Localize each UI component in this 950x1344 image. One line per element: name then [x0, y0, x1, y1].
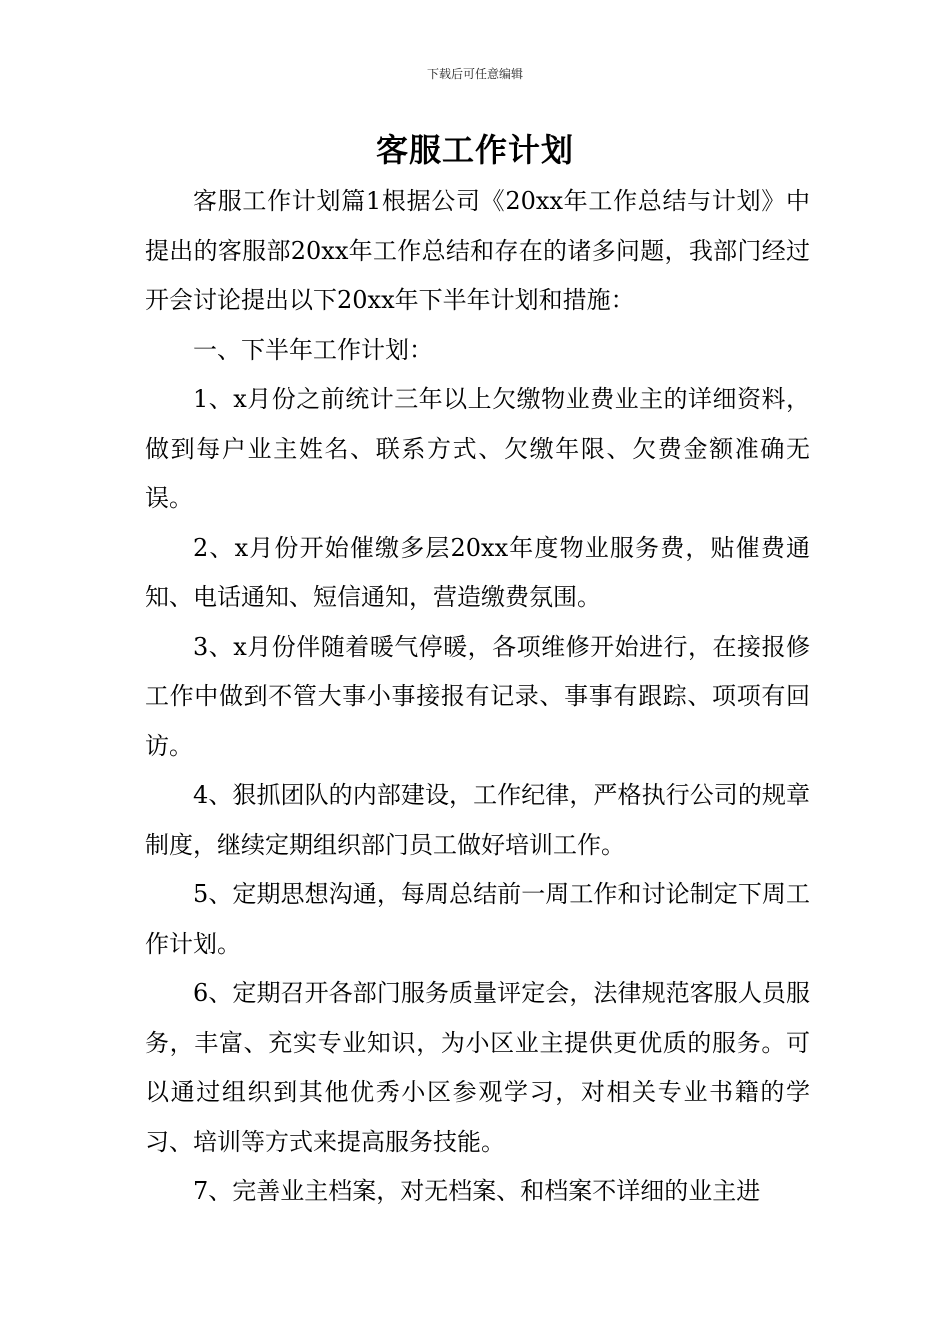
paragraph-item-3: 3、x月份伴随着暖气停暖，各项维修开始进行，在接报修工作中做到不管大事小事接报有记录、事事有跟踪、项项有回访。	[145, 632, 810, 760]
paragraph-item-1: 1、x月份之前统计三年以上欠缴物业费业主的详细资料，做到每户业主姓名、联系方式、欠缴年限、欠费金额准确无误。	[145, 385, 810, 512]
paragraph-intro: 客服工作计划篇1根据公司《20xx年工作总结与计划》中提出的客服部20xx年工作总结和存在的诸多问题，我部门经过开会讨论提出以下20xx年下半年计划和措施：	[145, 187, 810, 314]
paragraph-item-7: 7、完善业主档案，对无档案、和档案不详细的业主进	[193, 1177, 761, 1205]
header-note: 下载后可任意编辑	[426, 67, 523, 81]
paragraph-item-4: 4、狠抓团队的内部建设，工作纪律，严格执行公司的规章制度，继续定期组织部门员工做好培训工作。	[145, 781, 810, 859]
paragraph-item-6: 6、定期召开各部门服务质量评定会，法律规范客服人员服务，丰富、充实专业知识，为小区业主提供更优质的服务。可以通过组织到其他优秀小区参观学习，对相关专业书籍的学习、培训等方式来提高服务技能。	[145, 979, 810, 1156]
paragraph-item-2: 2、x月份开始催缴多层20xx年度物业服务费，贴催费通知、电话通知、短信通知，营造缴费氛围。	[145, 533, 810, 611]
document-body	[145, 177, 810, 1217]
paragraph-section-heading: 一、下半年工作计划：	[193, 335, 433, 364]
paragraph-item-5: 5、定期思想沟通，每周总结前一周工作和讨论制定下周工作计划。	[145, 880, 810, 958]
document-title: 客服工作计划	[375, 131, 574, 169]
